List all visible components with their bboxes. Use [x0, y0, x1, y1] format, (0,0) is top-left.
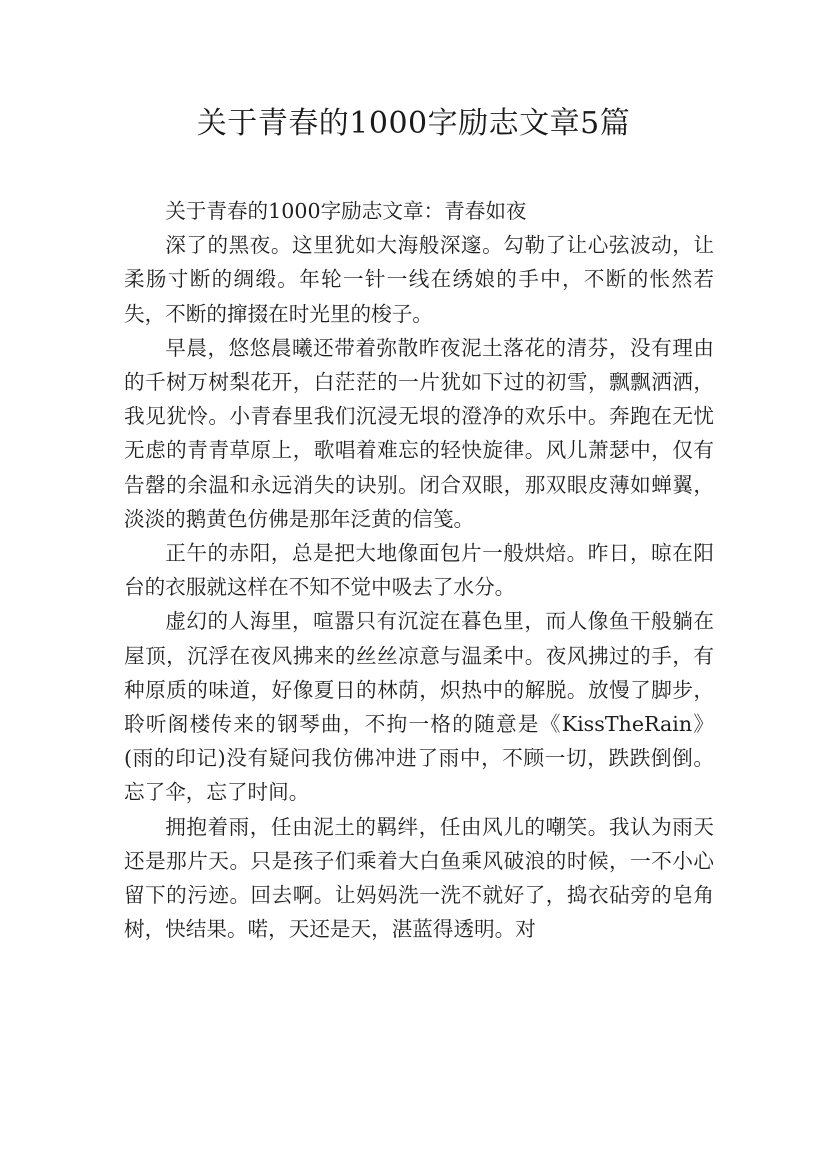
paragraph-5: 拥抱着雨，任由泥土的羁绊，任由风儿的嘲笑。我认为雨天还是那片天。只是孩子们乘着大白鱼乘风破浪的时候，一不小心留下的污迹。回去啊。让妈妈洗一洗不就好了，捣衣砧旁的皂角树，快结果。喏，天还是天，湛蓝得透明。对 — [124, 814, 714, 942]
paragraph-4: 虚幻的人海里，喧嚣只有沉淀在暮色里，而人像鱼干般躺在屋顶，沉浮在夜风拂来的丝丝凉意与温柔中。夜风拂过的手，有种原质的味道，好像夏日的林荫，炽热中的解脱。放慢了脚步，聆听阁楼传来的钢琴曲，不拘一格的随意是《KissTheRain》(雨的印记)没有疑问我仿佛冲进了雨中，不顾一切，跌跌倒倒。忘了伞，忘了时间。 — [124, 609, 714, 805]
paragraph-1: 深了的黑夜。这里犹如大海般深邃。勾勒了让心弦波动，让柔肠寸断的绸缎。年轮一针一线在绣娘的手中，不断的怅然若失，不断的撺掇在时光里的梭子。 — [124, 233, 714, 326]
article-subtitle: 关于青春的1000字励志文章：青春如夜 — [165, 199, 527, 223]
paragraph-3: 正午的赤阳，总是把大地像面包片一般烘焙。昨日，晾在阳台的衣服就这样在不知不觉中吸去了水分。 — [124, 541, 714, 600]
paragraph-2: 早晨，悠悠晨曦还带着弥散昨夜泥土落花的清芬，没有理由的千树万树梨花开，白茫茫的一片犹如下过的初雪，飘飘洒洒，我见犹怜。小青春里我们沉浸无垠的澄净的欢乐中。奔跑在无忧无虑的青青草原上，歌唱着难忘的轻快旋律。风儿萧瑟中，仅有告罄的余温和永远消失的诀别。闭合双眼，那双眼皮薄如蝉翼，淡淡的鹅黄色仿佛是那年泛黄的信笺。 — [124, 335, 714, 531]
document-body — [124, 194, 714, 946]
document-title: 关于青春的1000字励志文章5篇 — [196, 106, 631, 141]
